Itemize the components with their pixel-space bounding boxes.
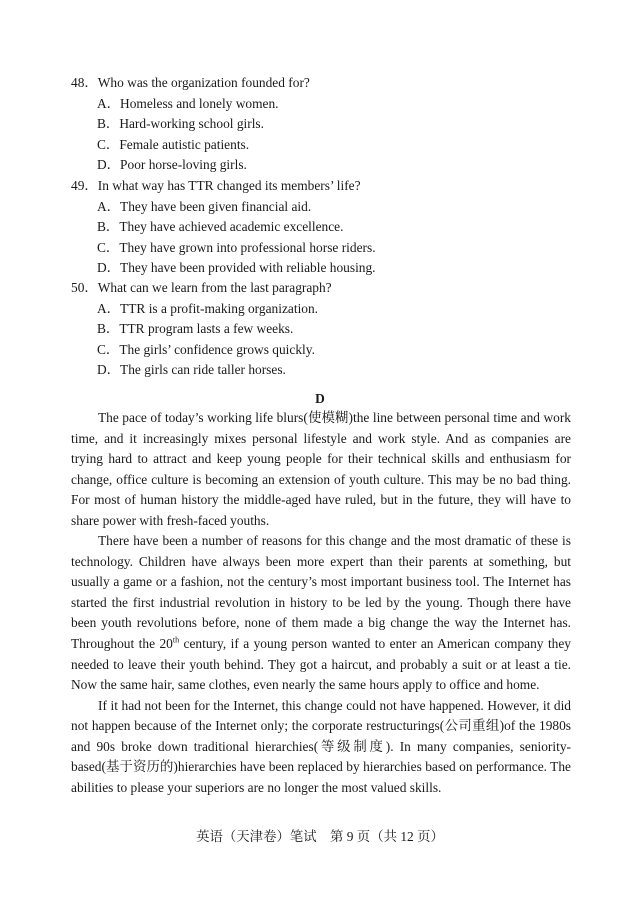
option-b: B．Hard-working school girls. bbox=[97, 116, 264, 132]
ordinal-suffix: th bbox=[172, 635, 180, 645]
question-text: What can we learn from the last paragraph? bbox=[97, 280, 332, 295]
option-a: A．Homeless and lonely women. bbox=[97, 95, 279, 111]
option-d: D．The girls can ride taller horses. bbox=[97, 362, 286, 378]
option-c: C．They have grown into professional horse riders. bbox=[97, 239, 376, 255]
option-b: B．TTR program lasts a few weeks. bbox=[97, 321, 294, 337]
option-c: C．Female autistic patients. bbox=[97, 136, 250, 152]
question-48 bbox=[71, 73, 310, 176]
option-c: C．The girls’ confidence grows quickly. bbox=[97, 341, 315, 357]
page-footer: 英语（天津卷）笔试 第 9 页（共 12 页） bbox=[196, 829, 444, 844]
option-a: A．TTR is a profit-making organization. bbox=[97, 300, 319, 316]
question-stem bbox=[71, 73, 310, 94]
question-number: 50． bbox=[71, 280, 98, 295]
paragraph-2-part-2: century, if a young person wanted to enter an American company they needed to leave their youth behind. They got a haircut, and probably a suit or at least a tie. Now the same hair, same clothes, even nearly the same hours apply to office and home. bbox=[71, 636, 571, 693]
option-a: A．They have been given financial aid. bbox=[97, 198, 312, 214]
reading-passage bbox=[71, 408, 571, 798]
question-50 bbox=[71, 278, 332, 381]
option-d: D．They have been provided with reliable housing. bbox=[97, 260, 376, 276]
question-text: In what way has TTR changed its members’ life? bbox=[97, 178, 361, 193]
paragraph-2 bbox=[71, 531, 571, 695]
question-stem bbox=[71, 278, 332, 299]
paragraph-1: The pace of today’s working life blurs(使模糊)the line between personal time and work time, and it increasingly mixes personal lifestyle and work style. And as companies are trying hard to attract and keep young people for their technical skills and enthusiasm for change, office culture is becoming an extension of youth culture. This may be no bad thing. For most of human history the middle-aged have ruled, but in the future, they will have to share power with fresh-faced youths. bbox=[71, 410, 571, 528]
option-d: D．Poor horse-loving girls. bbox=[97, 157, 247, 173]
question-number: 49． bbox=[71, 178, 98, 193]
option-b: B．They have achieved academic excellence. bbox=[97, 219, 344, 235]
section-title: D bbox=[315, 391, 325, 406]
question-stem bbox=[71, 176, 376, 197]
question-text: Who was the organization founded for? bbox=[97, 75, 310, 90]
question-number: 48． bbox=[71, 75, 98, 90]
paragraph-3: If it had not been for the Internet, this change could not have happened. However, it did not happen because of the Internet only; the corporate restructurings(公司重组)of the 1980s and 90s broke down traditional hierarchies(等级制度). In many companies, seniority-based(基于资历的)hierarchies have been replaced by hierarchies based on performance. The abilities to please your superiors are no longer the most valued skills. bbox=[71, 697, 571, 795]
paragraph-2-part-1: There have been a number of reasons for this change and the most dramatic of these is technology. Children have always been more expert than their parents at something, but usually a game or a fashion, not the century’s most important business tool. The Internet has started the first industrial revolution in history to be led by the young. Though there have been youth revolutions before, none of them made a big change the way the Internet has. Throughout the 20 bbox=[71, 533, 571, 652]
question-49 bbox=[71, 176, 376, 279]
